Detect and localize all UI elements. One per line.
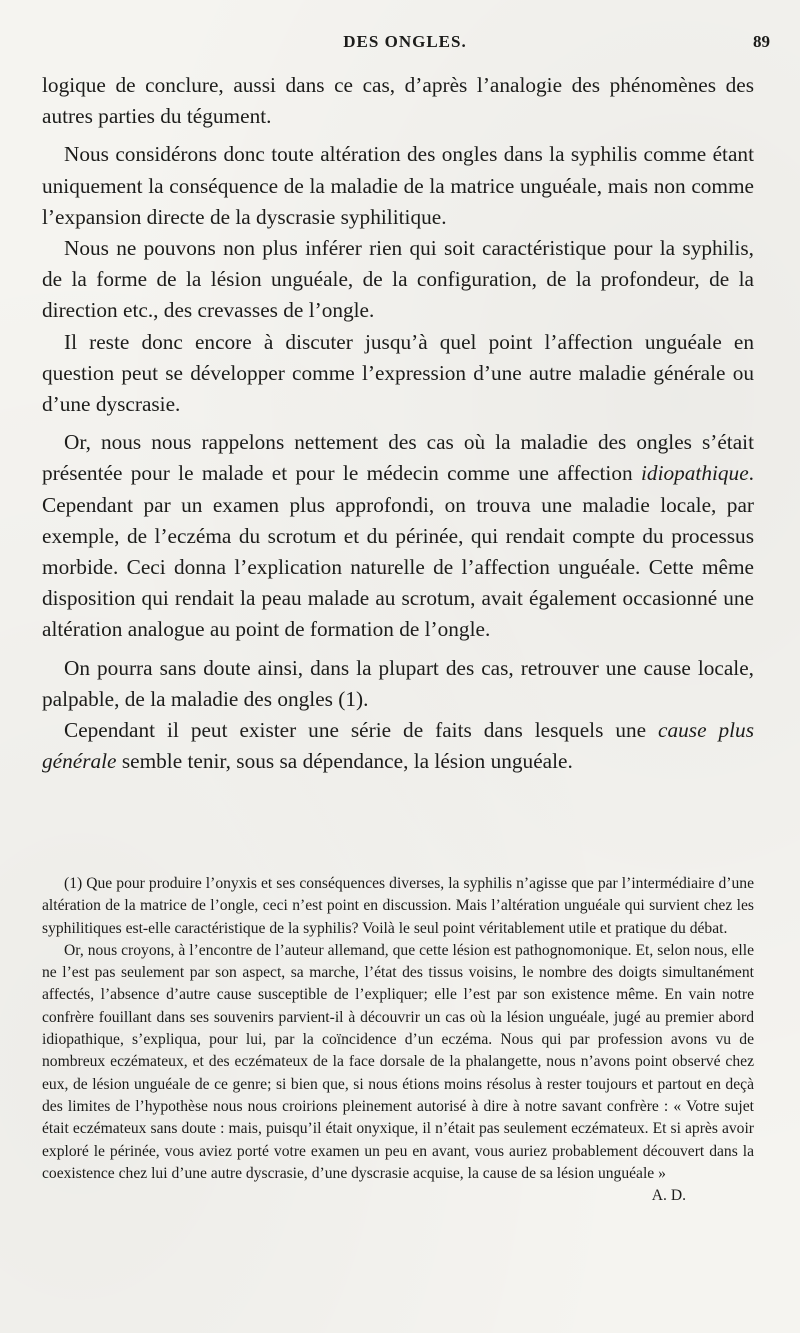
page-number: 89 xyxy=(753,32,770,51)
paragraph-1: logique de conclure, aussi dans ce cas, d’après l’analogie des phénomènes des autres parties du tégument. xyxy=(42,73,754,129)
footnote-1: (1) Que pour produire l’onyxis et ses conséquences diverses, la syphilis n’agisse que par l’intermédiaire d’une altération de la matrice de l’ongle, ceci n’est point en discussion. Mais l’altération unguéale qui survient chez les syphilitiques est-elle caractéristique de la syphilis? Voilà le seul point véritablement utile et pratique du débat. xyxy=(42,875,754,937)
paragraph-5-start: Or, nous nous rappelons nettement des cas où la maladie des ongles s’était présentée pour le malade et pour le médecin comme une affection xyxy=(42,430,754,486)
paragraph-7-emphasis: cause plus générale xyxy=(42,718,754,774)
footnote-block xyxy=(42,873,754,1207)
page-header xyxy=(40,32,770,58)
paragraph-5-emphasis: idiopathique xyxy=(641,461,749,486)
paragraph-7-start: Cependant il peut exister une série de faits dans lesquels une xyxy=(64,718,659,743)
paragraph-7-end: semble tenir, sous sa dépendance, la lésion unguéale. xyxy=(116,749,573,774)
footnote-2 xyxy=(42,940,754,1205)
paragraph-2: Nous considérons donc toute altération des ongles dans la syphilis comme étant uniquement la conséquence de la maladie de la matrice unguéale, mais non comme l’expansion directe de la dyscrasie syphilitique. xyxy=(42,142,754,229)
paragraph-6: On pourra sans doute ainsi, dans la plupart des cas, retrouver une cause locale, palpable, de la maladie des ongles (1). xyxy=(42,655,754,711)
footnote-signature: A. D. xyxy=(651,1187,686,1205)
paragraph-7 xyxy=(42,715,754,777)
paragraph-5 xyxy=(42,427,754,645)
paragraph-5-end: . Cependant par un examen plus approfondi, on trouva une maladie locale, par exemple, de l’eczéma du scrotum et du périnée, qui rendait compte du processus morbide. Ceci donna l’explication naturelle de l’affection unguéale. Cette même disposition qui rendait la peau malade au scrotum, avait également occasionné une altération analogue au point de formation de l’ongle. xyxy=(42,461,754,642)
paragraph-4: Il reste donc encore à discuter jusqu’à quel point l’affection unguéale en question peut se développer comme l’expression d’une autre maladie générale ou d’une dyscrasie. xyxy=(42,329,754,417)
paragraph-3: Nous ne pouvons non plus inférer rien qui soit caractéristique pour la syphilis, de la forme de la lésion unguéale, de la configuration, de la profondeur, de la direction etc., des crevasses de l’ongle. xyxy=(42,236,754,323)
running-title: DES ONGLES. xyxy=(343,32,467,51)
footnote-2-text: Or, nous croyons, à l’encontre de l’auteur allemand, que cette lésion est pathognomonique. Et, selon nous, elle ne l’est pas seulement par son aspect, sa marche, l’état des tissus voisins, le nombre des doigts simultanément affectés, l’absence d’autre cause susceptible de l’expliquer; elle l’est par son existence même. En vain notre confrère fouillant dans ses souvenirs parvient-il à découvrir un cas où la lésion unguéale, jugé au premier abord idiopathique, s’expliqua, pour lui, par la coïncidence d’un eczéma. Nous qui par profession avons vu de nombreux eczémateux, et des eczémateux de la face dorsale de la phalangette, nous n’avons point observé chez eux, de lésion unguéale de ce genre; si bien que, si nous étions moins résolus à rester toujours et partout en deçà des limites de l’hypothèse nous nous croirions pleinement autorisé à dire à notre savant confrère : « Votre sujet était eczémateux sans doute : mais, puisqu’il était onyxique, il n’était pas seulement eczémateux. Et si après avoir exploré le périnée, vous aviez porté votre examen un peu en avant, vous auriez probablement découvert dans la coexistence chez lui d’une autre dyscrasie, d’une dyscrasie acquise, la cause de sa lésion unguéale » xyxy=(42,941,754,1182)
main-text xyxy=(42,70,754,777)
